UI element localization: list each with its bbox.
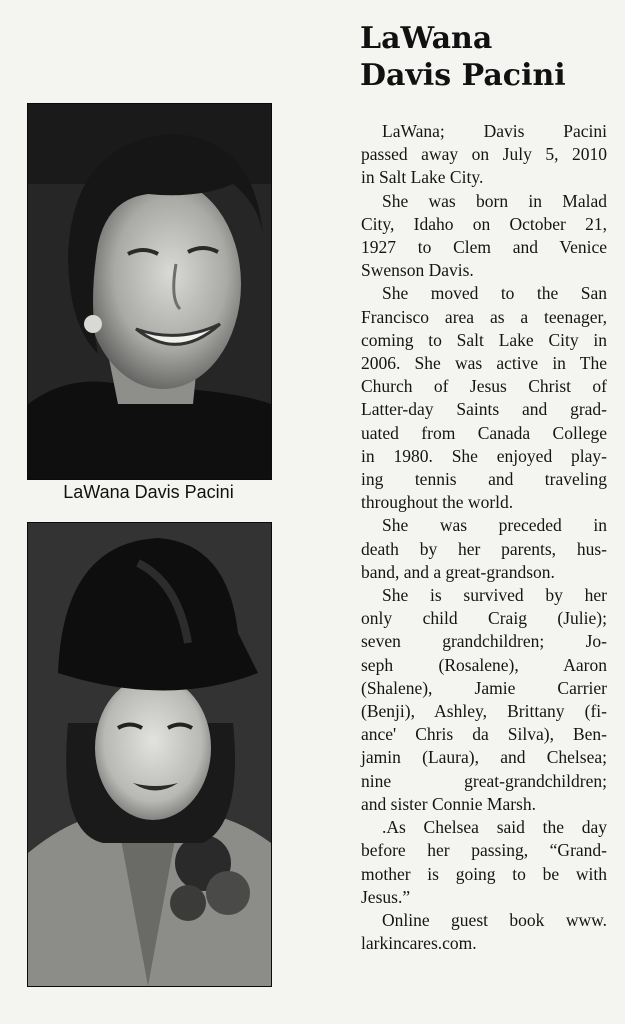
text-line: in Salt Lake City. bbox=[361, 167, 484, 188]
photo-caption: LaWana Davis Pacini bbox=[63, 482, 234, 502]
text-line: LaWana; Davis Pacini bbox=[382, 121, 607, 141]
text-line: death by her parents, hus- bbox=[361, 538, 607, 559]
text-line: Online guest book www. bbox=[382, 909, 607, 930]
text-line: larkincares.com. bbox=[361, 933, 477, 954]
obituary-paragraph bbox=[361, 909, 607, 955]
text-line: ing tennis and traveling bbox=[361, 469, 607, 490]
text-line: City, Idaho on October 21, bbox=[361, 213, 607, 234]
text-line: before her passing, “Grand- bbox=[361, 840, 607, 861]
portrait-photo-young bbox=[27, 522, 272, 987]
text-line: (Benji), Ashley, Brittany (fi- bbox=[361, 701, 607, 722]
text-line: uated from Canada College bbox=[361, 422, 607, 443]
text-line: She is survived by her bbox=[382, 585, 607, 606]
text-line: jamin (Laura), and Chelsea; bbox=[361, 747, 607, 768]
text-line: .As Chelsea said the day bbox=[382, 817, 607, 838]
obituary-paragraph bbox=[361, 120, 607, 190]
text-line: only child Craig (Julie); bbox=[361, 608, 607, 629]
portrait-young-image bbox=[28, 523, 271, 986]
portrait-photo-elderly bbox=[27, 103, 272, 480]
text-line: Jesus.” bbox=[361, 886, 411, 907]
text-line: passed away on July 5, 2010 bbox=[361, 144, 607, 165]
obituary-paragraph bbox=[361, 584, 607, 816]
text-line: Latter-day Saints and grad- bbox=[361, 399, 607, 420]
obituary-paragraph bbox=[361, 282, 607, 514]
obituary-paragraph bbox=[361, 816, 607, 909]
obituary-headline bbox=[360, 20, 615, 94]
text-line: Swenson Davis. bbox=[361, 260, 474, 281]
text-line: mother is going to be with bbox=[361, 863, 607, 884]
text-line: coming to Salt Lake City in bbox=[361, 329, 607, 350]
text-line: and sister Connie Marsh. bbox=[361, 793, 536, 814]
text-line: (Shalene), Jamie Carrier bbox=[361, 677, 607, 698]
text-line: Francisco area as a teenager, bbox=[361, 306, 607, 327]
text-line: She moved to the San bbox=[382, 283, 607, 304]
text-line: throughout the world. bbox=[361, 492, 514, 513]
text-line: in 1980. She enjoyed play- bbox=[361, 445, 607, 466]
text-line: 2006. She was active in The bbox=[361, 353, 607, 374]
text-line: ance' Chris da Silva), Ben- bbox=[361, 724, 607, 745]
text-line: She was preceded in bbox=[382, 515, 607, 536]
headline-line-2: Davis Pacini bbox=[360, 58, 566, 93]
obituary-paragraph bbox=[361, 190, 607, 283]
obituary-paragraph bbox=[361, 514, 607, 584]
text-line: nine great-grandchildren; bbox=[361, 770, 607, 791]
text-line: seven grandchildren; Jo- bbox=[361, 631, 607, 652]
headline-line-1: LaWana bbox=[360, 21, 493, 56]
text-line: Church of Jesus Christ of bbox=[361, 376, 607, 397]
obituary-body bbox=[361, 120, 607, 955]
text-line: She was born in Malad bbox=[382, 190, 607, 211]
text-line: 1927 to Clem and Venice bbox=[361, 237, 607, 258]
text-line: band, and a great-grandson. bbox=[361, 561, 555, 582]
portrait-elderly-image bbox=[28, 104, 271, 479]
text-line: seph (Rosalene), Aaron bbox=[361, 654, 607, 675]
